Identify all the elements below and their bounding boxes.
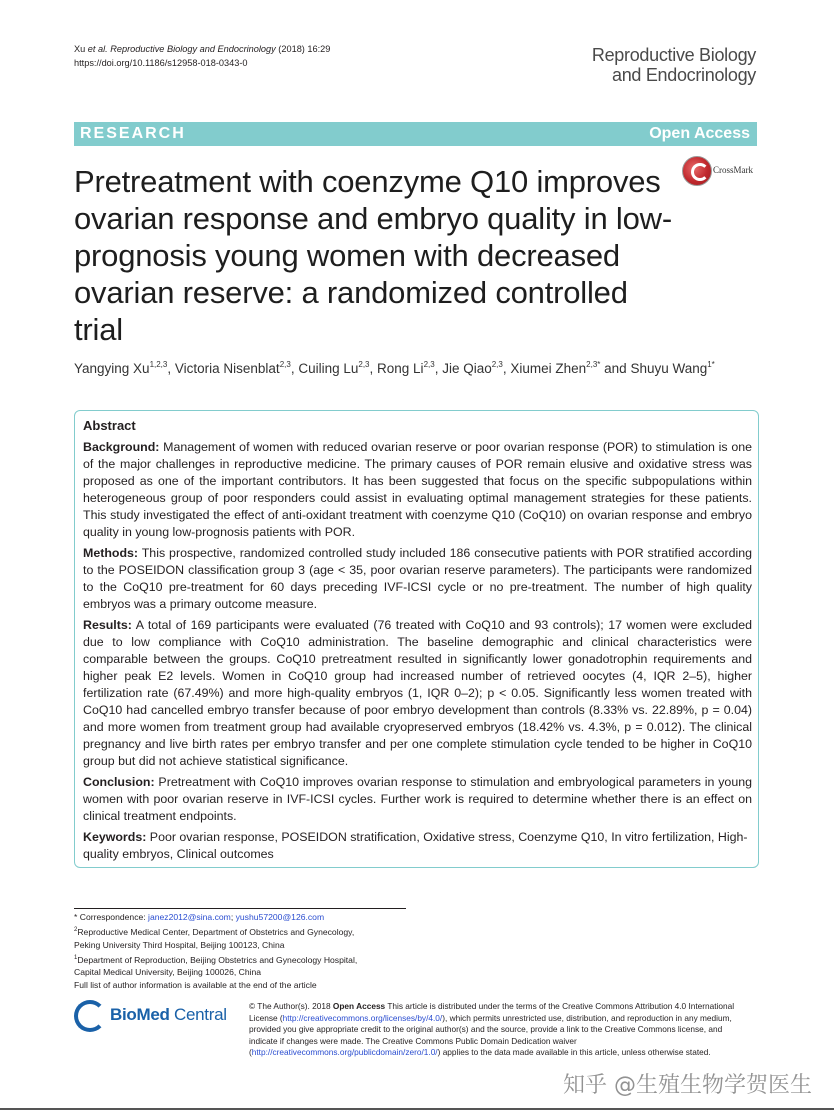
author-info-note: Full list of author information is available at the end of the article: [74, 980, 317, 991]
biomed-ring-icon: [74, 1000, 106, 1032]
license-text: © The Author(s). 2018 Open Access This article is distributed under the terms of the Creative Commons Attribution 4.0 International License (http://creativecommons.org/licenses/by/4.0/), which permits unrestricted use, distribution, and reproduction in any medium, provided you give appropriate credit to the original author(s) and the source, provide a link to the Creative Commons license, and indicate if changes were made. The Creative Commons Public Domain Dedication waiver (http://creativecommons.org/publicdomain/zero/1.0/) applies to the data made available in this article, unless otherwise stated.: [249, 1001, 735, 1058]
section-banner: [74, 122, 757, 146]
page-bottom-edge: [0, 1108, 834, 1110]
publisher-bold: BioMed: [110, 1005, 170, 1024]
license-link[interactable]: http://creativecommons.org/licenses/by/4.0/: [282, 1012, 443, 1023]
article-title: Pretreatment with coenzyme Q10 improves ovarian response and embryo quality in low-prognosis young women with decreased ovarian reserve: a randomized controlled trial: [74, 164, 672, 347]
abstract-methods: Methods: This prospective, randomized controlled study included 186 consecutive patients with POR stratified according to the POSEIDON classification group 3 (age < 35, poor ovarian reserve parameters). The participants were randomized to the CoQ10 pre-treatment for 60 days preceding IVF-ICSI cycle or no pre-treatment. The number of high quality embryos was a primary outcome measure.: [83, 546, 752, 611]
crossmark-label: CrossMark: [713, 165, 753, 175]
banner-research: RESEARCH: [80, 125, 186, 142]
affiliation-1-cont: Capital Medical University, Beijing 100026, China: [74, 967, 262, 978]
crossmark-badge[interactable]: [682, 156, 762, 186]
author: Shuyu Wang$^{1*}$: [630, 360, 715, 376]
cite-authors: Xu: [74, 44, 88, 54]
author: Cuiling Lu$^{2,3}$,: [298, 360, 378, 376]
journal-name-line1: Reproductive Biology: [591, 45, 756, 65]
affiliation-2: $^2$Reproductive Medical Center, Department of Obstetrics and Gynecology,: [74, 926, 355, 937]
watermark: 知乎 @生殖生物学贺医生: [563, 1073, 812, 1098]
author: Jie Qiao$^{2,3}$,: [442, 360, 511, 376]
biomed-central-logo: [74, 1000, 244, 1032]
cite-etal: et al.: [87, 44, 108, 54]
correspondence: * Correspondence: janez2012@sina.com; yushu57200@126.com: [74, 912, 325, 922]
abstract-heading: Abstract: [83, 418, 136, 433]
abstract-results: Results: A total of 169 participants were evaluated (76 treated with CoQ10 and 93 controls); 17 women were excluded due to low compliance with CoQ10 administration. The baseline demographic and clinical characteristics were comparable between the groups. CoQ10 pretreatment resulted in significantly lower gonadotrophin requirements and higher peak E2 levels. Women in CoQ10 group had increased number of retrieved oocytes (4, IQR 2–5), higher fertilization rate (67.49%) and more high-quality embryos (1, IQR 0–2); p < 0.05. Significantly less women treated with CoQ10 had cancelled embryo transfer because of poor embryo development than controls (8.33% vs. 22.89%, p = 0.04) and more women from treatment group had available cryopreserved embryos (18.42% vs. 4.3%, p = 0.012). The clinical pregnancy and live birth rates per embryo transfer and per one complete stimulation cycle tended to be higher in CoQ10 group but did not achieve statistical significance.: [83, 618, 752, 768]
cite-year: (2018) 16:29: [275, 44, 331, 54]
footnote-divider: [74, 908, 406, 909]
author: Xiumei Zhen$^{2,3*}$ and: [510, 360, 631, 376]
publicdomain-link[interactable]: http://creativecommons.org/publicdomain/zero/1.0/: [251, 1047, 438, 1058]
abstract-background: Background: Management of women with reduced ovarian reserve or poor ovarian response (POR) to stimulation is one of the major challenges in reproductive medicine. The primary causes of POR remain elusive and oxidative stress was proposed as one of the important contributors. It has been suggested that focus on the specific subpopulations within heterogeneous group of poor responders could assist in evaluating optimal management strategies for these patients. This study investigated the effect of anti-oxidant treatment with coenzyme Q10 (CoQ10) on ovarian response and embryo quality in young low-prognosis patients with POR.: [83, 440, 752, 539]
email-link[interactable]: yushu57200@126.com: [235, 912, 325, 922]
journal-logo: [592, 45, 756, 85]
publisher-normal: Central: [169, 1005, 227, 1024]
footnotes: [74, 911, 357, 992]
banner-open-access: Open Access: [649, 125, 750, 142]
abstract-keywords: Keywords: Poor ovarian response, POSEIDON stratification, Oxidative stress, Coenzyme Q10, In vitro fertilization, High-quality embryos, Clinical outcomes: [83, 830, 748, 861]
doi-link[interactable]: https://doi.org/10.1186/s12958-018-0343-0: [74, 58, 248, 68]
affiliation-2-cont: Peking University Third Hospital, Beijing 100123, China: [74, 939, 285, 950]
author: Rong Li$^{2,3}$,: [377, 360, 443, 376]
crossmark-icon: [682, 156, 712, 186]
affiliation-1: $^1$Department of Reproduction, Beijing Obstetrics and Gynecology Hospital,: [74, 954, 358, 965]
author-list: [74, 360, 715, 376]
cite-journal: Reproductive Biology and Endocrinology: [107, 44, 276, 54]
abstract-box: [74, 410, 759, 868]
journal-name-line2: and Endocrinology: [611, 65, 756, 85]
email-link[interactable]: janez2012@sina.com: [148, 912, 231, 922]
abstract-conclusion: Conclusion: Pretreatment with CoQ10 improves ovarian response to stimulation and embryological parameters in young women with poor ovarian reserve in IVF-ICSI cycles. Further work is required to determine whether there is an effect on clinical treatment endpoints.: [83, 775, 752, 823]
author: Yangying Xu$^{1,2,3}$,: [74, 360, 175, 376]
author: Victoria Nisenblat$^{2,3}$,: [174, 360, 299, 376]
citation-header: [74, 42, 330, 70]
